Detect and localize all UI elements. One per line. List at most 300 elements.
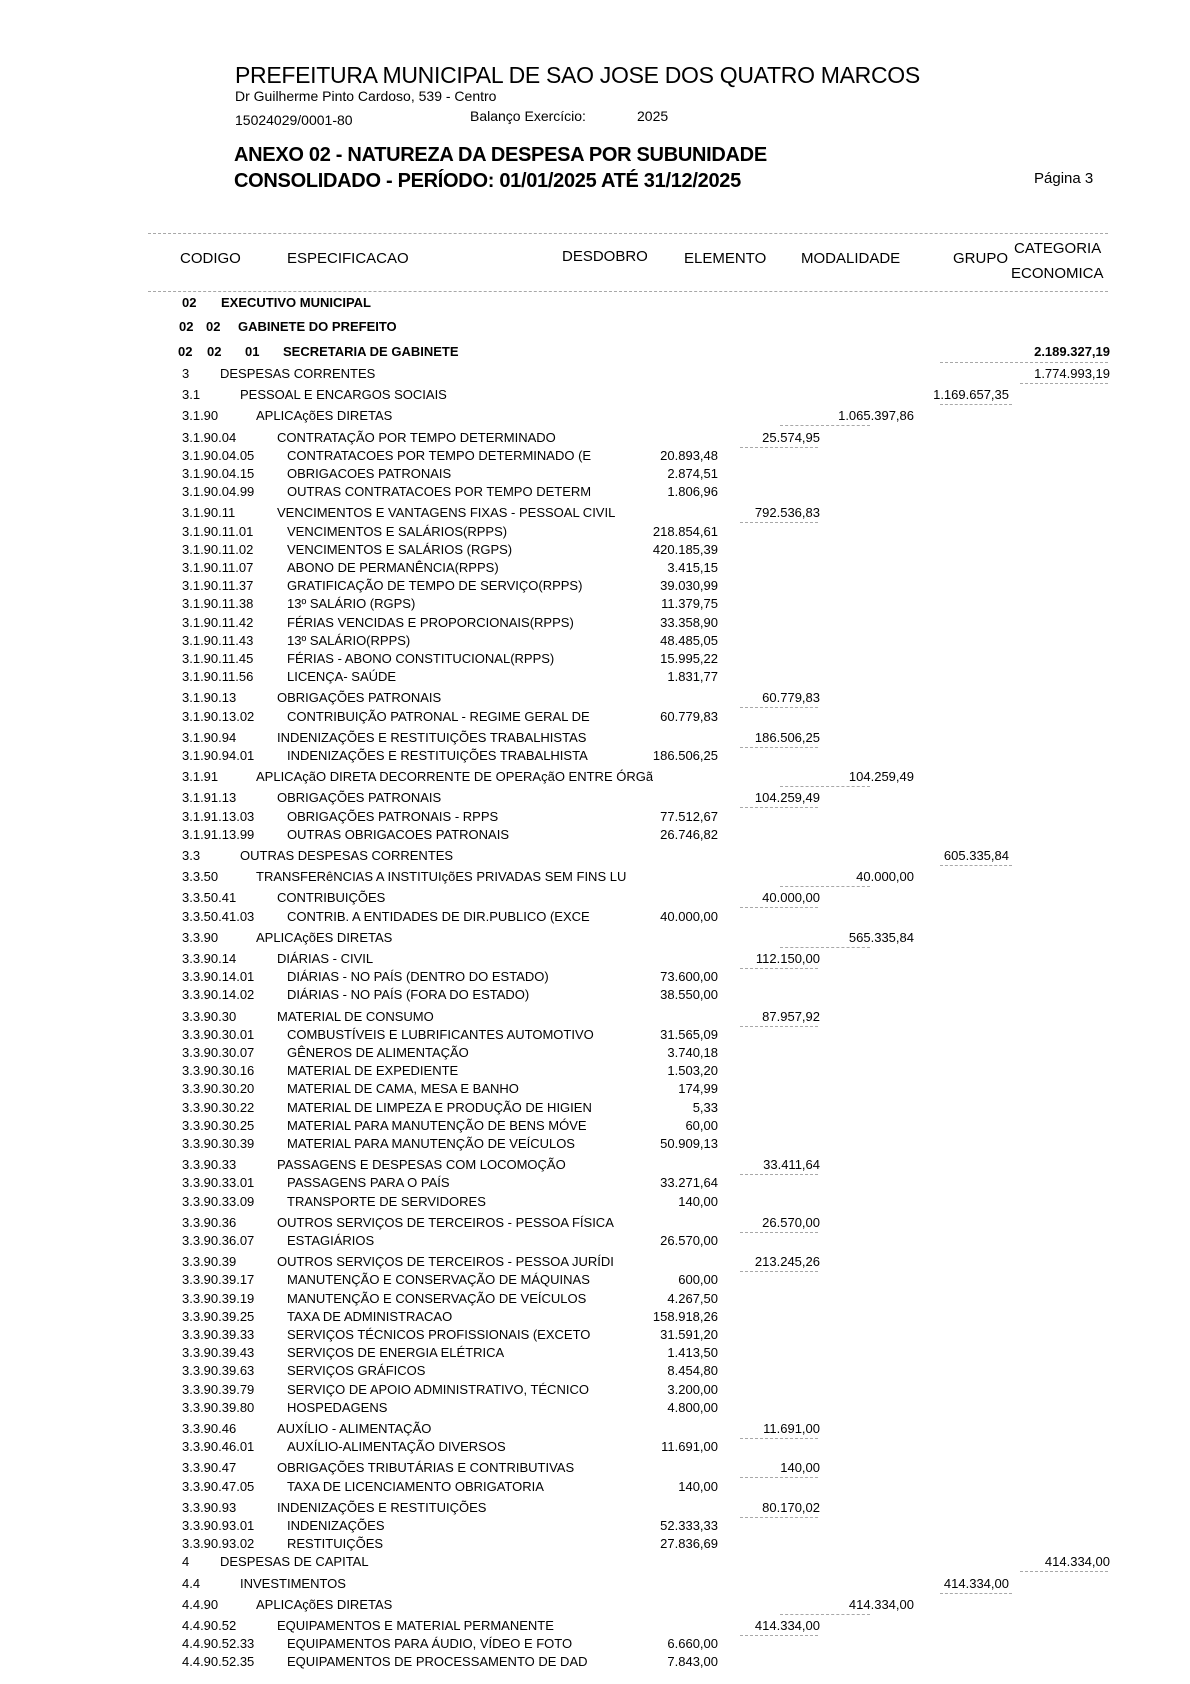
row-value: 87.957,92 xyxy=(762,1008,820,1024)
unit-2-subcode: 02 xyxy=(206,319,221,334)
row-code: 3.3.90.39.43 xyxy=(182,1345,255,1361)
row-description: 13º SALÁRIO(RPPS) xyxy=(287,632,411,648)
table-row xyxy=(0,505,1190,523)
table-row xyxy=(0,366,1190,384)
row-value: 73.600,00 xyxy=(660,969,718,985)
row-code: 3.3.90.46.01 xyxy=(182,1439,255,1455)
row-code: 4.4.90.52 xyxy=(182,1618,237,1633)
row-value: 2.874,51 xyxy=(667,466,718,481)
page-title: PREFEITURA MUNICIPAL DE SAO JOSE DOS QUATRO MARCOS xyxy=(235,62,920,88)
row-code: 3.1.90.94 xyxy=(182,729,237,745)
table-row xyxy=(0,1272,1190,1290)
row-description: HOSPEDAGENS xyxy=(287,1399,388,1415)
row-value: 1.503,20 xyxy=(667,1063,718,1079)
row-code: 3.1 xyxy=(182,387,201,403)
row-value: 3.200,00 xyxy=(667,1381,718,1397)
row-value: 792.536,83 xyxy=(754,505,820,521)
balanco-label: Balanço Exercício: xyxy=(470,108,586,124)
col-codigo: CODIGO xyxy=(180,250,241,267)
col-modalidade: MODALIDADE xyxy=(801,250,901,267)
table-row xyxy=(0,1100,1190,1118)
unit-3-subcode: 02 xyxy=(207,344,222,359)
row-description: DESPESAS DE CAPITAL xyxy=(220,1554,369,1570)
table-row xyxy=(0,1518,1190,1536)
table-row xyxy=(0,1118,1190,1136)
row-code: 3.1.91.13 xyxy=(182,790,237,806)
row-description: VENCIMENTOS E SALÁRIOS(RPPS) xyxy=(287,523,508,539)
row-value: 60,00 xyxy=(685,1117,718,1133)
table-row xyxy=(0,1081,1190,1099)
table-row xyxy=(0,1597,1190,1615)
row-description: CONTRIBUIÇÕES xyxy=(277,890,386,906)
row-description: APLICAçãO DIRETA DECORRENTE DE OPERAçãO ENTRE ÓRGã xyxy=(256,769,654,785)
row-value: 48.485,05 xyxy=(660,632,718,648)
col-desdobro: DESDOBRO xyxy=(562,248,648,265)
row-value: 605.335,84 xyxy=(943,848,1009,863)
value-divider xyxy=(1020,383,1108,384)
value-divider xyxy=(940,404,1012,405)
table-row xyxy=(0,1194,1190,1212)
table-row xyxy=(0,484,1190,502)
row-description: 13º SALÁRIO (RGPS) xyxy=(287,596,416,612)
row-description: OBRIGAÇÕES TRIBUTÁRIAS E CONTRIBUTIVAS xyxy=(277,1460,575,1476)
row-code: 3.3.90.39.17 xyxy=(182,1272,255,1288)
col-especificacao: ESPECIFICACAO xyxy=(287,250,409,267)
row-code: 3.1.91.13.03 xyxy=(182,808,255,824)
row-code: 3.1.90.11.43 xyxy=(182,632,254,648)
row-value: 3.415,15 xyxy=(667,560,718,575)
row-value: 33.411,64 xyxy=(763,1157,820,1173)
row-value: 1.065.397,86 xyxy=(838,408,914,424)
table-row xyxy=(0,1157,1190,1175)
row-value: 414.334,00 xyxy=(848,1596,914,1612)
page-number: Página 3 xyxy=(1034,170,1094,187)
table-row xyxy=(0,1045,1190,1063)
row-code: 4 xyxy=(182,1554,190,1570)
table-row xyxy=(0,1027,1190,1045)
table-row xyxy=(0,1136,1190,1154)
row-code: 3.3.90.30.07 xyxy=(182,1045,255,1060)
row-code: 3 xyxy=(182,366,190,381)
row-value: 414.334,00 xyxy=(1044,1554,1110,1570)
row-value: 26.746,82 xyxy=(660,826,718,842)
table-row xyxy=(0,1254,1190,1272)
row-code: 3.1.90.13.02 xyxy=(182,708,255,724)
row-description: CONTRIB. A ENTIDADES DE DIR.PUBLICO (EXCE xyxy=(287,908,590,924)
row-code: 3.3.90.46 xyxy=(182,1421,237,1436)
col-elemento: ELEMENTO xyxy=(684,250,767,267)
value-divider xyxy=(780,947,870,948)
row-description: OUTROS SERVIÇOS DE TERCEIROS - PESSOA JURÍDI xyxy=(277,1254,614,1270)
row-value: 3.740,18 xyxy=(667,1045,718,1060)
row-code: 3.3.50.41 xyxy=(182,890,237,906)
row-code: 3.1.90.11.45 xyxy=(182,651,254,666)
table-row xyxy=(0,542,1190,560)
table-row xyxy=(0,1215,1190,1233)
row-description: APLICAçõES DIRETAS xyxy=(256,929,393,945)
row-code: 3.3.90.30.25 xyxy=(182,1117,255,1133)
table-row xyxy=(0,1554,1190,1572)
table-row xyxy=(0,448,1190,466)
row-description: EQUIPAMENTOS DE PROCESSAMENTO DE DAD xyxy=(287,1654,588,1670)
row-description: ABONO DE PERMANÊNCIA(RPPS) xyxy=(287,560,499,575)
table-row xyxy=(0,827,1190,845)
col-economica: ECONOMICA xyxy=(1011,265,1104,282)
row-value: 6.660,00 xyxy=(667,1636,718,1652)
row-value: 11.691,00 xyxy=(661,1439,718,1455)
row-value: 40.000,00 xyxy=(856,869,914,885)
row-code: 3.3.90.39.63 xyxy=(182,1363,255,1379)
row-description: MATERIAL DE LIMPEZA E PRODUÇÃO DE HIGIEN xyxy=(287,1099,592,1115)
row-code: 3.3.90.93.01 xyxy=(182,1518,255,1533)
row-description: VENCIMENTOS E SALÁRIOS (RGPS) xyxy=(287,541,513,557)
table-row xyxy=(0,790,1190,808)
row-description: RESTITUIÇÕES xyxy=(287,1536,384,1552)
unit-2-name: GABINETE DO PREFEITO xyxy=(238,319,397,334)
row-description: OBRIGAÇÕES PATRONAIS xyxy=(277,690,442,706)
table-row xyxy=(0,869,1190,887)
table-row xyxy=(0,651,1190,669)
table-row xyxy=(0,1009,1190,1027)
row-description: EQUIPAMENTOS PARA ÁUDIO, VÍDEO E FOTO xyxy=(287,1636,573,1652)
row-code: 3.3.90.47 xyxy=(182,1460,237,1476)
row-code: 3.1.90.04.15 xyxy=(182,466,255,481)
row-value: 1.806,96 xyxy=(667,484,718,500)
table-row xyxy=(0,1636,1190,1654)
table-row xyxy=(0,709,1190,727)
row-description: OUTRAS DESPESAS CORRENTES xyxy=(240,848,454,863)
row-value: 140,00 xyxy=(780,1460,820,1476)
balanco-year: 2025 xyxy=(637,108,669,124)
row-value: 218.854,61 xyxy=(652,523,718,539)
row-code: 4.4.90 xyxy=(182,1596,219,1612)
table-row xyxy=(0,1439,1190,1457)
table-row xyxy=(0,1063,1190,1081)
table-row xyxy=(0,1400,1190,1418)
table-row xyxy=(0,1175,1190,1193)
header-top-divider xyxy=(148,233,1108,234)
row-description: PASSAGENS E DESPESAS COM LOCOMOÇÃO xyxy=(277,1157,566,1173)
row-description: GÊNEROS DE ALIMENTAÇÃO xyxy=(287,1045,469,1060)
row-description: AUXÍLIO - ALIMENTAÇÃO xyxy=(277,1421,432,1436)
table-row xyxy=(0,1309,1190,1327)
row-code: 3.1.90.11.42 xyxy=(182,614,254,630)
row-description: MANUTENÇÃO E CONSERVAÇÃO DE MÁQUINAS xyxy=(287,1272,590,1288)
row-description: INVESTIMENTOS xyxy=(240,1575,346,1591)
row-description: OBRIGAÇÕES PATRONAIS - RPPS xyxy=(287,808,499,824)
value-divider xyxy=(940,865,1012,866)
row-value: 600,00 xyxy=(678,1272,718,1288)
table-row xyxy=(0,1576,1190,1594)
table-row xyxy=(0,1327,1190,1345)
row-code: 3.3.90.33 xyxy=(182,1157,237,1173)
row-value: 213.245,26 xyxy=(754,1254,820,1270)
unit-3-code: 02 xyxy=(178,344,193,359)
row-value: 60.779,83 xyxy=(762,690,820,706)
row-description: APLICAçõES DIRETAS xyxy=(256,408,393,424)
row-description: TAXA DE ADMINISTRACAO xyxy=(287,1308,453,1324)
row-value: 174,99 xyxy=(678,1081,718,1097)
row-value: 20.893,48 xyxy=(660,447,718,463)
table-row xyxy=(0,890,1190,908)
table-row xyxy=(0,969,1190,987)
row-description: CONTRATAÇÃO POR TEMPO DETERMINADO xyxy=(277,429,556,445)
table-row xyxy=(0,1618,1190,1636)
row-code: 3.3.90.47.05 xyxy=(182,1478,255,1494)
row-code: 3.1.90.04 xyxy=(182,429,237,445)
row-value: 1.831,77 xyxy=(667,669,718,685)
row-code: 3.3.90.30.16 xyxy=(182,1063,255,1079)
table-row xyxy=(0,1460,1190,1478)
address: Dr Guilherme Pinto Cardoso, 539 - Centro xyxy=(235,88,497,104)
row-value: 60.779,83 xyxy=(660,708,718,724)
row-description: DIÁRIAS - NO PAÍS (DENTRO DO ESTADO) xyxy=(287,969,549,985)
row-description: EQUIPAMENTOS E MATERIAL PERMANENTE xyxy=(277,1618,554,1633)
table-row xyxy=(0,669,1190,687)
row-description: SERVIÇOS TÉCNICOS PROFISSIONAIS (EXCETO xyxy=(287,1327,591,1342)
table-row xyxy=(0,769,1190,787)
row-value: 1.169.657,35 xyxy=(933,387,1009,403)
row-description: MATERIAL PARA MANUTENÇÃO DE VEÍCULOS xyxy=(287,1136,575,1151)
row-description: MATERIAL PARA MANUTENÇÃO DE BENS MÓVE xyxy=(287,1117,587,1133)
row-value: 40.000,00 xyxy=(660,908,718,924)
row-description: TAXA DE LICENCIAMENTO OBRIGATORIA xyxy=(287,1478,544,1494)
table-row xyxy=(0,1421,1190,1439)
row-code: 4.4.90.52.35 xyxy=(182,1654,255,1670)
row-description: INDENIZAÇÕES xyxy=(287,1518,385,1533)
row-code: 3.1.90 xyxy=(182,408,219,424)
row-description: MATERIAL DE EXPEDIENTE xyxy=(287,1063,459,1079)
row-description: MATERIAL DE CAMA, MESA E BANHO xyxy=(287,1081,519,1097)
table-row xyxy=(0,1291,1190,1309)
report-period: CONSOLIDADO - PERÍODO: 01/01/2025 ATÉ 31/12/2025 xyxy=(234,170,741,192)
row-value: 27.836,69 xyxy=(660,1536,718,1552)
row-code: 3.1.90.11.38 xyxy=(182,596,254,612)
row-code: 3.3.90.93 xyxy=(182,1499,237,1515)
row-description: GRATIFICAÇÃO DE TEMPO DE SERVIÇO(RPPS) xyxy=(287,578,583,594)
table-row xyxy=(0,524,1190,542)
row-description: DESPESAS CORRENTES xyxy=(220,366,376,381)
row-value: 186.506,25 xyxy=(652,748,718,763)
row-description: AUXÍLIO-ALIMENTAÇÃO DIVERSOS xyxy=(287,1439,506,1455)
row-code: 3.3.90.14 xyxy=(182,951,237,966)
row-code: 3.3.90.39.19 xyxy=(182,1290,255,1306)
row-code: 3.3.90 xyxy=(182,929,219,945)
row-description: PASSAGENS PARA O PAÍS xyxy=(287,1175,450,1191)
unit-3-total: 2.189.327,19 xyxy=(1034,344,1110,359)
row-description: MATERIAL DE CONSUMO xyxy=(277,1008,434,1024)
cnpj: 15024029/0001-80 xyxy=(235,112,353,128)
table-row xyxy=(0,596,1190,614)
row-code: 3.3 xyxy=(182,848,201,863)
row-code: 3.3.90.30.20 xyxy=(182,1081,255,1097)
row-value: 420.185,39 xyxy=(652,541,718,557)
row-code: 3.3.90.39 xyxy=(182,1254,237,1270)
row-value: 50.909,13 xyxy=(660,1136,718,1151)
row-value: 8.454,80 xyxy=(667,1363,718,1379)
row-code: 3.1.90.11 xyxy=(182,505,236,521)
row-description: SERVIÇO DE APOIO ADMINISTRATIVO, TÉCNICO xyxy=(287,1381,589,1397)
row-description: FÉRIAS - ABONO CONSTITUCIONAL(RPPS) xyxy=(287,651,555,666)
table-row xyxy=(0,690,1190,708)
row-description: OBRIGACOES PATRONAIS xyxy=(287,466,452,481)
row-value: 15.995,22 xyxy=(660,651,718,666)
row-code: 3.1.91 xyxy=(182,769,219,785)
row-value: 112.150,00 xyxy=(755,951,820,966)
table-row xyxy=(0,987,1190,1005)
row-description: INDENIZAÇÕES E RESTITUIÇÕES TRABALHISTAS xyxy=(277,729,587,745)
table-row xyxy=(0,1233,1190,1251)
row-value: 1.774.993,19 xyxy=(1034,366,1110,381)
row-value: 1.413,50 xyxy=(667,1345,718,1361)
row-code: 3.1.90.11.37 xyxy=(182,578,254,594)
table-row xyxy=(0,1654,1190,1672)
row-value: 80.170,02 xyxy=(762,1499,820,1515)
row-code: 4.4.90.52.33 xyxy=(182,1636,255,1652)
row-value: 31.565,09 xyxy=(660,1026,718,1042)
table-row xyxy=(0,560,1190,578)
table-row xyxy=(0,730,1190,748)
row-value: 140,00 xyxy=(678,1478,718,1494)
unit-3-subunit: 01 xyxy=(245,344,260,359)
table-row xyxy=(0,848,1190,866)
table-row xyxy=(0,951,1190,969)
row-description: VENCIMENTOS E VANTAGENS FIXAS - PESSOAL CIVIL xyxy=(277,505,616,521)
value-divider xyxy=(940,1593,1012,1594)
row-code: 3.1.90.94.01 xyxy=(182,748,255,763)
row-code: 3.3.90.36 xyxy=(182,1214,237,1230)
table-row xyxy=(0,430,1190,448)
row-value: 565.335,84 xyxy=(848,929,914,945)
row-value: 26.570,00 xyxy=(660,1233,718,1248)
row-description: CONTRIBUIÇÃO PATRONAL - REGIME GERAL DE xyxy=(287,708,590,724)
row-value: 140,00 xyxy=(678,1193,718,1209)
row-value: 186.506,25 xyxy=(754,729,820,745)
row-description: COMBUSTÍVEIS E LUBRIFICANTES AUTOMOTIVO xyxy=(287,1026,594,1042)
row-description: INDENIZAÇÕES E RESTITUIÇÕES TRABALHISTA xyxy=(287,748,588,763)
row-description: FÉRIAS VENCIDAS E PROPORCIONAIS(RPPS) xyxy=(287,614,574,630)
table-row xyxy=(0,633,1190,651)
unit-total-divider xyxy=(940,362,1108,363)
table-row xyxy=(0,909,1190,927)
table-row xyxy=(0,466,1190,484)
row-value: 414.334,00 xyxy=(754,1618,820,1633)
row-value: 39.030,99 xyxy=(660,578,718,594)
row-value: 4.800,00 xyxy=(667,1399,718,1415)
row-code: 3.3.90.33.09 xyxy=(182,1193,255,1209)
table-row xyxy=(0,578,1190,596)
row-value: 4.267,50 xyxy=(667,1290,718,1306)
row-value: 11.691,00 xyxy=(763,1421,820,1436)
row-code: 3.3.90.30 xyxy=(182,1008,237,1024)
table-row xyxy=(0,748,1190,766)
table-row xyxy=(0,408,1190,426)
table-row xyxy=(0,1382,1190,1400)
value-divider xyxy=(1020,1571,1108,1572)
row-code: 3.3.90.36.07 xyxy=(182,1233,255,1248)
row-value: 25.574,95 xyxy=(762,429,820,445)
row-value: 33.271,64 xyxy=(660,1175,718,1191)
row-description: DIÁRIAS - NO PAÍS (FORA DO ESTADO) xyxy=(287,987,530,1003)
row-description: DIÁRIAS - CIVIL xyxy=(277,951,374,966)
row-code: 3.1.90.04.05 xyxy=(182,447,255,463)
row-description: MANUTENÇÃO E CONSERVAÇÃO DE VEÍCULOS xyxy=(287,1290,587,1306)
table-row xyxy=(0,387,1190,405)
row-description: INDENIZAÇÕES E RESTITUIÇÕES xyxy=(277,1499,487,1515)
row-description: OUTRAS CONTRATACOES POR TEMPO DETERM xyxy=(287,484,592,500)
row-value: 40.000,00 xyxy=(762,890,820,906)
row-description: OBRIGAÇÕES PATRONAIS xyxy=(277,790,442,806)
row-value: 52.333,33 xyxy=(660,1518,718,1533)
row-code: 3.1.91.13.99 xyxy=(182,826,255,842)
row-value: 7.843,00 xyxy=(667,1654,718,1670)
row-code: 3.1.90.11.07 xyxy=(182,560,254,575)
row-code: 3.1.90.13 xyxy=(182,690,237,706)
row-code: 3.1.90.04.99 xyxy=(182,484,255,500)
unit-3-name: SECRETARIA DE GABINETE xyxy=(283,344,459,359)
row-code: 3.1.90.11.56 xyxy=(182,669,254,685)
row-code: 3.3.90.33.01 xyxy=(182,1175,255,1191)
table-row xyxy=(0,930,1190,948)
row-code: 3.3.90.14.02 xyxy=(182,987,255,1003)
table-row xyxy=(0,615,1190,633)
row-code: 3.3.90.30.39 xyxy=(182,1136,255,1151)
col-grupo: GRUPO xyxy=(953,250,1009,267)
row-code: 3.3.90.39.79 xyxy=(182,1381,255,1397)
row-code: 3.3.50.41.03 xyxy=(182,908,255,924)
row-value: 11.379,75 xyxy=(661,596,718,612)
row-code: 3.3.90.30.01 xyxy=(182,1026,255,1042)
table-row xyxy=(0,1536,1190,1554)
value-divider xyxy=(780,1614,870,1615)
unit-1-name: EXECUTIVO MUNICIPAL xyxy=(221,295,371,310)
row-code: 3.1.90.11.01 xyxy=(182,523,254,539)
row-description: PESSOAL E ENCARGOS SOCIAIS xyxy=(240,387,447,403)
row-value: 33.358,90 xyxy=(660,614,718,630)
row-description: LICENÇA- SAÚDE xyxy=(287,669,397,685)
row-code: 3.3.50 xyxy=(182,869,219,885)
value-divider xyxy=(780,786,870,787)
row-value: 26.570,00 xyxy=(762,1214,820,1230)
row-code: 3.3.90.39.25 xyxy=(182,1308,255,1324)
header-bottom-divider xyxy=(148,291,1108,292)
value-divider xyxy=(780,886,870,887)
table-row xyxy=(0,1345,1190,1363)
col-categoria: CATEGORIA xyxy=(1014,240,1102,257)
row-description: APLICAçõES DIRETAS xyxy=(256,1596,393,1612)
table-row xyxy=(0,1363,1190,1381)
row-description: OUTRAS OBRIGACOES PATRONAIS xyxy=(287,826,509,842)
value-divider xyxy=(780,425,870,426)
row-value: 77.512,67 xyxy=(660,808,718,824)
table-row xyxy=(0,809,1190,827)
row-code: 3.1.90.11.02 xyxy=(182,541,254,557)
row-code: 3.3.90.93.02 xyxy=(182,1536,255,1552)
row-value: 104.259,49 xyxy=(754,790,820,806)
unit-2-code: 02 xyxy=(179,319,194,334)
row-value: 38.550,00 xyxy=(660,987,718,1003)
row-value: 104.259,49 xyxy=(848,769,914,785)
row-code: 3.3.90.30.22 xyxy=(182,1099,255,1115)
row-description: OUTROS SERVIÇOS DE TERCEIROS - PESSOA FÍSICA xyxy=(277,1214,614,1230)
table-row xyxy=(0,1500,1190,1518)
row-value: 5,33 xyxy=(692,1099,718,1115)
row-description: CONTRATACOES POR TEMPO DETERMINADO (E xyxy=(287,447,592,463)
row-value: 414.334,00 xyxy=(943,1575,1009,1591)
row-description: SERVIÇOS GRÁFICOS xyxy=(287,1363,426,1379)
report-subtitle: ANEXO 02 - NATUREZA DA DESPESA POR SUBUNIDADE xyxy=(234,144,767,166)
row-description: SERVIÇOS DE ENERGIA ELÉTRICA xyxy=(287,1345,505,1361)
